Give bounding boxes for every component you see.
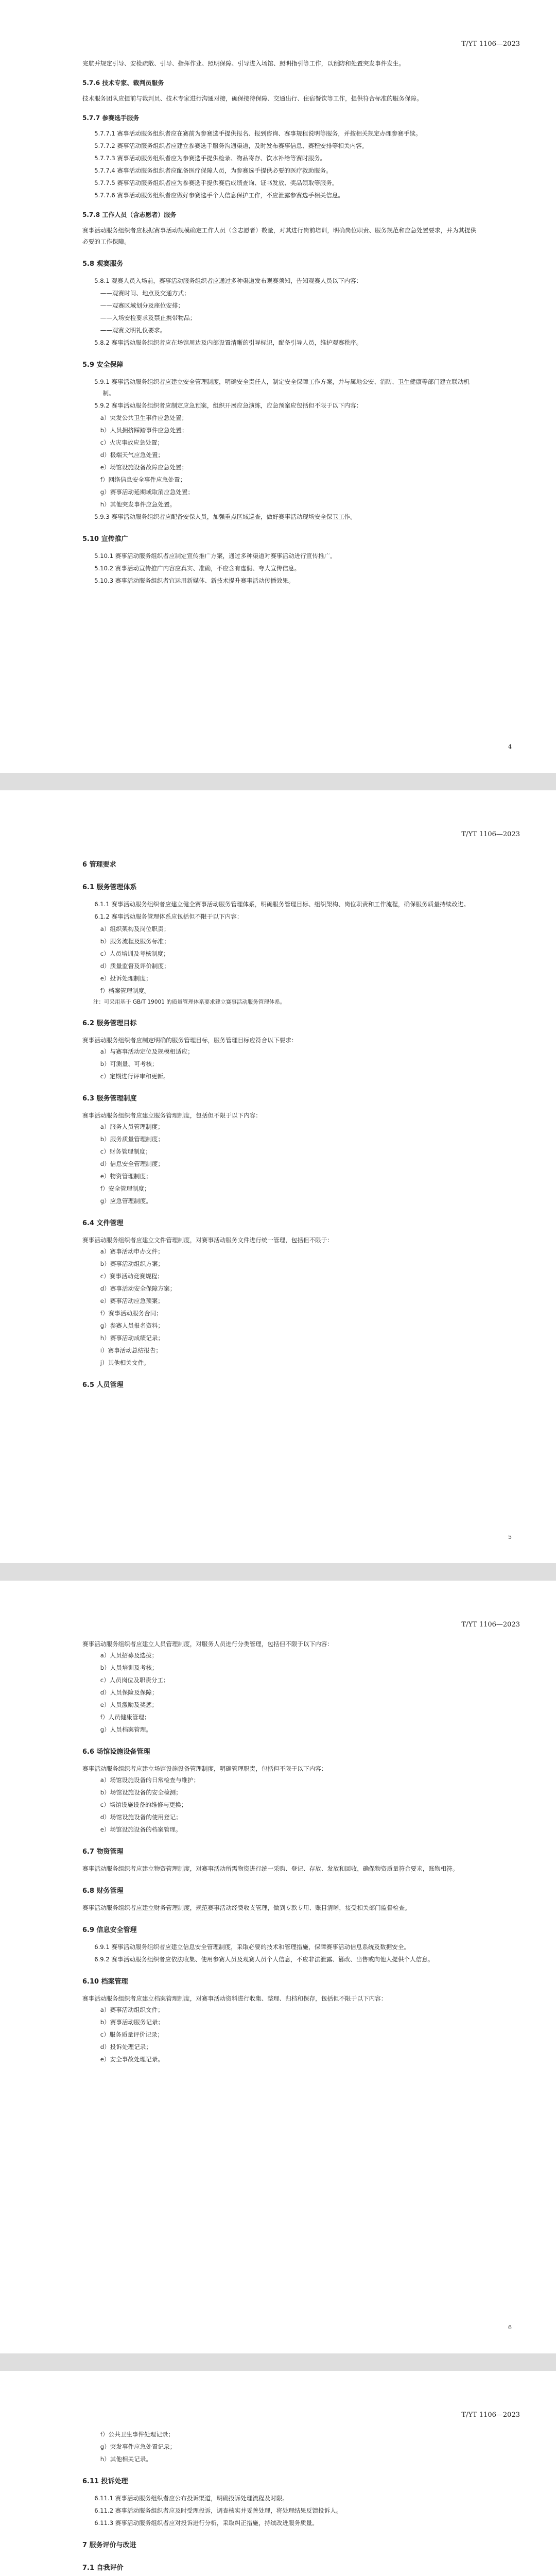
paragraph: c）人员培训及考核制度； [100,950,169,957]
paragraph: b）人员培训及考核； [100,1664,158,1671]
page-number: 5 [508,1534,512,1540]
paragraph: 6.11.2 赛事活动服务组织者应及时受理投诉，调查核实并妥善处理，将处理结果反馈投诉人。 [94,2507,342,2514]
paragraph: 5.8.1 观赛人员入场前，赛事活动服务组织者应通过多种渠道发布观赛须知，告知观赛人员以下内容： [94,277,362,284]
paragraph: f）公共卫生事件处理记录； [100,2431,175,2438]
paragraph: c）人员岗位及职责分工； [100,1676,169,1684]
paragraph: 5.7.7.2 赛事活动服务组织者应建立参赛选手服务沟通渠道，及时发布赛事信息、赛程安排等相关内容。 [94,142,368,149]
paragraph: c）火灾事故应急处置； [100,439,164,446]
page-number: 4 [508,743,512,750]
paragraph: ——观赛文明礼仪要求。 [100,327,166,334]
paragraph: f）赛事活动服务合同； [100,1310,162,1317]
paragraph: a）人员招募及选拔； [100,1652,158,1659]
paragraph: 赛事活动服务组织者应根据赛事活动规模确定工作人员（含志愿者）数量，对其进行岗前培训，明确岗位职责、服务规范和应急处置要求，并为其提供必要的工作保障。 [82,227,477,245]
section-heading: 6.1 服务管理体系 [82,884,137,891]
paragraph: 6.1.1 赛事活动服务组织者应建立健全赛事活动服务管理体系，明确服务管理目标、组织架构、岗位职责和工作流程，确保服务质量持续改进。 [94,901,470,908]
paragraph: 赛事活动服务组织者应建立档案管理制度，对赛事活动资料进行收集、整理、归档和保存，包括但不限于以下内容： [82,1995,387,2002]
paragraph: b）人员拥挤踩踏事件应急处置； [100,427,188,434]
paragraph: c）定期进行评审和更新。 [100,1073,169,1080]
paragraph: c）财务管理制度； [100,1148,151,1155]
page-header-code: T/YT 1106—2023 [461,831,520,838]
paragraph: 赛事活动服务组织者应建立场馆设施设备管理制度，明确管理职责，包括但不限于以下内容： [82,1765,327,1772]
section-heading: 5.9 安全保障 [82,361,124,369]
paragraph: h）其他相关记录。 [100,2455,152,2463]
paragraph: 5.10.1 赛事活动服务组织者应制定宣传推广方案，通过多种渠道对赛事活动进行宣传推广。 [94,552,336,560]
paragraph: d）质量监督及评价制度； [100,962,170,970]
paragraph: e）场馆设施设备故障应急处置； [100,464,188,471]
paragraph: ——入场安检要求及禁止携带物品； [100,314,196,321]
paragraph: 6.9.2 赛事活动服务组织者应依法收集、使用参赛人员及观赛人员个人信息，不应非法泄露、篡改、出售或向他人提供个人信息。 [94,1956,434,1963]
section-heading: 5.7.8 工作人员（含志愿者）服务 [82,211,177,218]
paragraph: c）场馆设施设备的维修与更换； [100,1801,187,1808]
section-heading: 6.9 信息安全管理 [82,1926,137,1934]
paragraph: b）场馆设施设备的安全检测； [100,1789,182,1796]
note: 注：可采用基于 GB/T 19001 的质量管理体系要求建立赛事活动服务管理体系。 [93,999,286,1005]
paragraph: e）物资管理制度； [100,1173,152,1180]
section-heading: 6.6 场馆设施设备管理 [82,1748,150,1756]
paragraph: 5.7.7.5 赛事活动服务组织者应为参赛选手提供赛后成绩查询、证书发放、奖品领取等服务。 [94,179,338,187]
section-heading: 6 管理要求 [82,861,116,869]
page-body [82,848,479,1396]
paragraph: f）人员健康管理； [100,1714,150,1721]
paragraph: h）其他突发事件应急处置。 [100,501,176,508]
paragraph: 6.9.1 赛事活动服务组织者应建立信息安全管理制度，采取必要的技术和管理措施，保障赛事活动信息系统及数据安全。 [94,1943,410,1951]
page-body [82,58,479,587]
paragraph: 5.9.3 赛事活动服务组织者应配备安保人员，加强重点区域巡查，做好赛事活动现场安全保卫工作。 [94,513,356,520]
paragraph: f）安全管理制度； [100,1185,150,1192]
paragraph: g）突发事件应急处置记录； [100,2443,176,2450]
paragraph: c）赛事活动竞赛规程； [100,1273,164,1280]
page-header-code: T/YT 1106—2023 [461,1621,520,1629]
paragraph: 5.9.1 赛事活动服务组织者应建立安全管理制度，明确安全责任人，制定安全保障工作方案，并与属地公安、消防、卫生健康等部门建立联动机制。 [94,378,470,397]
page-number: 6 [508,2324,512,2331]
paragraph: d）赛事活动安全保障方案； [100,1285,176,1292]
paragraph: 赛事活动服务组织者应建立服务管理制度，包括但不限于以下内容： [82,1112,262,1119]
paragraph: 5.9.2 赛事活动服务组织者应制定应急预案，组织开展应急演练，应急预案应包括但不限于以下内容： [94,402,362,409]
paragraph: 赛事活动服务组织者应建立人员管理制度，对服务人员进行分类管理，包括但不限于以下内容： [82,1640,333,1648]
paragraph: d）场馆设施设备的使用登记； [100,1814,182,1821]
paragraph: 赛事活动服务组织者应建立文件管理制度，对赛事活动服务文件进行统一管理，包括但不限于： [82,1236,333,1244]
paragraph: a）赛事活动组织文件； [100,2006,164,2013]
paragraph: ——观赛时间、地点及交通方式； [100,290,190,297]
paragraph: a）服务人员管理制度； [100,1123,164,1130]
section-heading: 6.3 服务管理制度 [82,1095,137,1103]
paragraph: a）场馆设施设备的日常检查与维护； [100,1776,200,1784]
paragraph: j）其他相关文件。 [100,1359,150,1366]
section-heading: 6.5 人员管理 [82,1381,124,1389]
paragraph: e）人员激励及奖惩； [100,1701,158,1708]
paragraph: 5.10.3 赛事活动服务组织者宜运用新媒体、新技术提升赛事活动传播效果。 [94,577,294,584]
section-heading: 7 服务评价与改进 [82,2541,136,2549]
paragraph: d）信息安全管理制度； [100,1160,164,1167]
section-heading: 5.8 观赛服务 [82,260,124,268]
paragraph: 5.7.7.6 赛事活动服务组织者应做好参赛选手个人信息保护工作，不应泄露参赛选手相关信息。 [94,192,344,199]
section-heading: 6.10 档案管理 [82,1978,128,1986]
paragraph: 5.8.2 赛事活动服务组织者应在场馆周边及内部设置清晰的引导标识，配备引导人员，维护观赛秩序。 [94,339,362,346]
section-heading: 6.8 财务管理 [82,1887,124,1895]
paragraph: 5.7.7.1 赛事活动服务组织者应在赛前为参赛选手提供报名、报到咨询、赛事规程说明等服务，并按相关规定办理参赛手续。 [94,130,422,137]
section-heading: 5.7.6 技术专家、裁判员服务 [82,79,164,87]
paragraph: b）服务质量管理制度； [100,1136,164,1143]
paragraph: d）极端天气应急处置； [100,451,164,459]
page [0,0,556,773]
paragraph: 5.7.7.4 赛事活动服务组织者应配备医疗保障人员，为参赛选手提供必要的医疗救助服务。 [94,167,332,174]
page [0,790,556,1563]
paragraph: a）赛事活动申办文件； [100,1248,164,1255]
section-heading: 5.10 宣传推广 [82,535,128,543]
paragraph: e）安全事故处理记录。 [100,2056,164,2063]
page [0,2371,556,2576]
section-heading: 7.1 自我评价 [82,2564,124,2572]
paragraph: a）突发公共卫生事件应急处置； [100,414,188,421]
paragraph: 6.11.1 赛事活动服务组织者应公布投诉渠道，明确投诉处理流程及时限。 [94,2495,288,2502]
paragraph: ——观赛区域划分及座位安排； [100,302,184,309]
paragraph: 5.10.2 赛事活动宣传推广内容应真实、准确，不应含有虚假、夸大宣传信息。 [94,565,301,572]
paragraph: e）投诉处理制度； [100,975,152,982]
paragraph: f）档案管理制度。 [100,987,150,994]
paragraph: i）赛事活动总结报告； [100,1347,162,1354]
paragraph: c）服务质量评价记录； [100,2031,164,2038]
paragraph: a）与赛事活动定位及规模相适应； [100,1048,194,1055]
paragraph: 赛事活动服务组织者应制定明确的服务管理目标，服务管理目标应符合以下要求： [82,1037,298,1044]
paragraph: 技术服务团队应提前与裁判员、技术专家进行沟通对接，确保接待保障、交通出行、住宿餐饮等工作，提供符合标准的服务保障。 [82,95,423,102]
page [0,1581,556,2353]
section-heading: 6.2 服务管理目标 [82,1020,137,1027]
page-header-code: T/YT 1106—2023 [461,2411,520,2419]
paragraph: e）赛事活动应急预案； [100,1297,164,1304]
paragraph: a）组织架构及岗位职责； [100,925,170,933]
page-header-code: T/YT 1106—2023 [461,40,520,48]
paragraph: 6.1.2 赛事活动服务管理体系应包括但不限于以下内容： [94,913,243,920]
page-body [82,2429,479,2576]
paragraph: b）服务流程及服务标准； [100,938,170,945]
paragraph: f）网络信息安全事件应急处置； [100,476,186,483]
paragraph: g）参赛人员报名资料； [100,1322,164,1329]
paragraph: 6.11.3 赛事活动服务组织者应对投诉进行分析，采取纠正措施，持续改进服务质量。 [94,2519,318,2527]
paragraph: b）赛事活动服务记录； [100,2019,164,2026]
paragraph: 赛事活动服务组织者应建立物资管理制度，对赛事活动所需物资进行统一采购、登记、存放、发放和回收，确保物资质量符合要求，账物相符。 [82,1865,459,1872]
section-heading: 6.4 文件管理 [82,1219,124,1227]
paragraph: d）人员保险及保障； [100,1689,158,1696]
paragraph: g）应急管理制度。 [100,1197,152,1205]
paragraph: b）可测量、可考核； [100,1060,158,1067]
paragraph: g）赛事活动延期或取消应急处置； [100,488,194,496]
paragraph: 5.7.7.3 赛事活动服务组织者应为参赛选手提供检录、物品寄存、饮水补给等赛时服务。 [94,155,326,162]
paragraph: d）投诉处理记录； [100,2043,152,2050]
section-heading: 5.7.7 参赛选手服务 [82,114,140,122]
paragraph: h）赛事活动成绩记录； [100,1334,164,1342]
section-heading: 6.7 物资管理 [82,1848,124,1856]
paragraph: e）场馆设施设备的档案管理。 [100,1826,182,1833]
section-heading: 6.11 投诉处理 [82,2478,128,2485]
page-body [82,1638,479,2066]
paragraph: b）赛事活动组织方案； [100,1260,164,1267]
paragraph: 赛事活动服务组织者应建立财务管理制度，规范赛事活动经费收支管理，做到专款专用、账目清晰，接受相关部门监督检查。 [82,1904,411,1911]
paragraph: 完航并规定引导、安检疏散、引导、指挥作业、照明保障、引导进入场馆、照明指引等工作，以预防和处置突发事件发生。 [82,60,405,67]
paragraph: g）人员档案管理。 [100,1726,152,1733]
